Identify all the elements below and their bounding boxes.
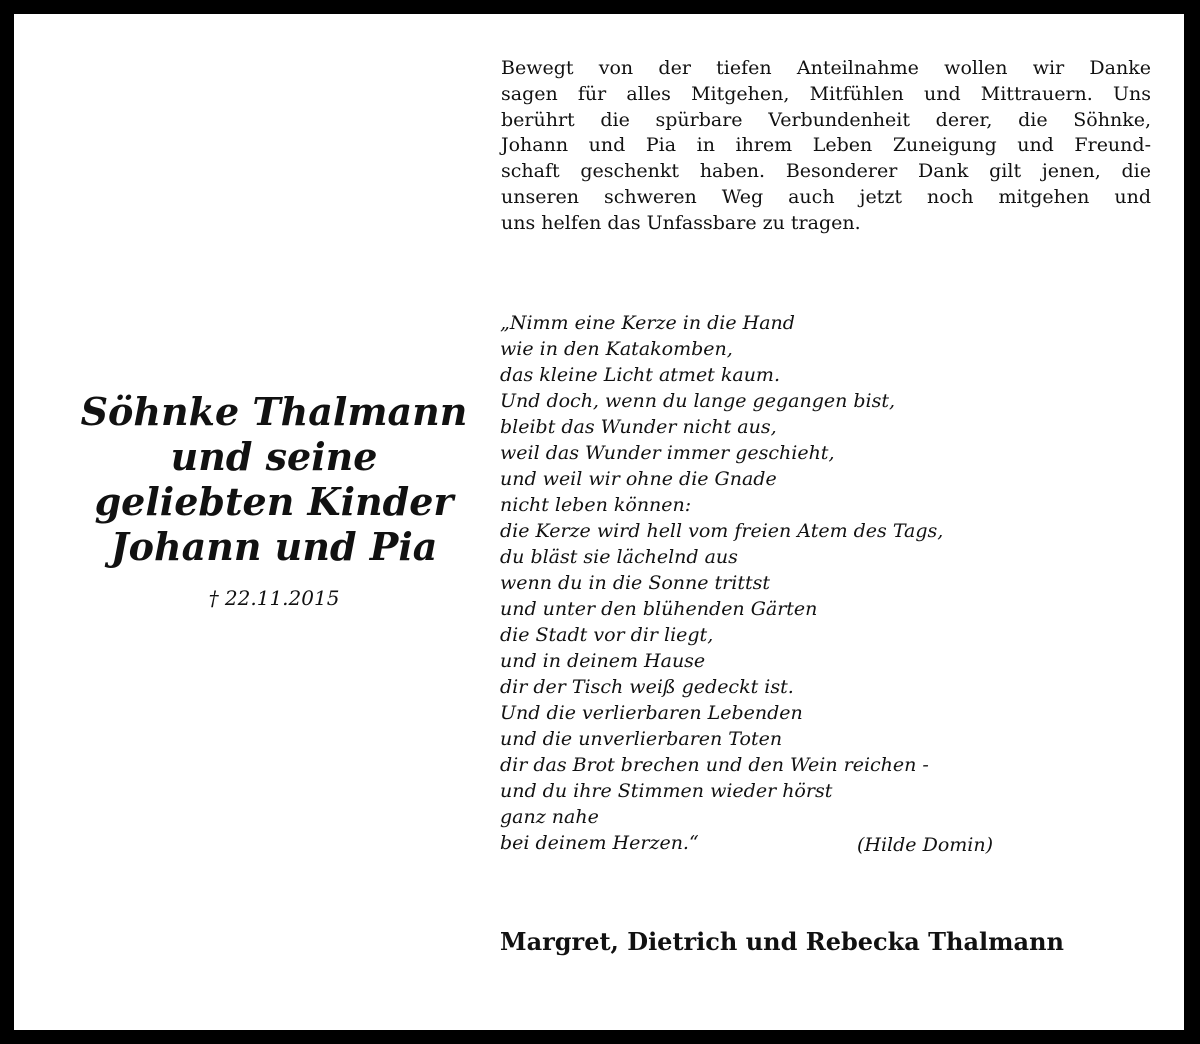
thanks-line: unseren schweren Weg auch jetzt noch mitgehen und — [501, 185, 1151, 208]
poem-line: und du ihre Stimmen wieder hörst — [500, 780, 833, 802]
deceased-names — [74, 389, 474, 569]
family-signature: Margret, Dietrich und Rebecka Thalmann — [500, 927, 1064, 956]
poem-line: ganz nahe — [500, 806, 599, 828]
deceased-name-line: geliebten Kinder — [94, 479, 454, 524]
poem-line: wenn du in die Sonne trittst — [500, 572, 770, 594]
poem-line: und unter den blühenden Gärten — [500, 598, 818, 620]
thanks-line: uns helfen das Unfassbare zu tragen. — [501, 211, 861, 234]
poem-line: nicht leben können: — [500, 494, 692, 516]
death-date: † 22.11.2015 — [208, 586, 340, 610]
poem-attribution: (Hilde Domin) — [857, 834, 993, 856]
poem-line: das kleine Licht atmet kaum. — [500, 364, 780, 386]
poem-line: dir das Brot brechen und den Wein reichen - — [500, 754, 929, 776]
deceased-name-line: Söhnke Thalmann — [80, 389, 468, 434]
poem-line: bleibt das Wunder nicht aus, — [500, 416, 777, 438]
poem-line: wie in den Katakomben, — [500, 338, 733, 360]
poem — [500, 310, 1060, 856]
poem-line: und die unverlierbaren Toten — [500, 728, 783, 750]
thanks-paragraph — [501, 56, 1151, 237]
poem-line: dir der Tisch weiß gedeckt ist. — [500, 676, 794, 698]
obituary-notice — [14, 14, 1184, 1030]
poem-line: bei deinem Herzen.“ — [500, 832, 699, 854]
poem-line: du bläst sie lächelnd aus — [500, 546, 738, 568]
deceased-name-line: Johann und Pia — [110, 524, 438, 569]
deceased-name-line: und seine — [170, 434, 378, 479]
poem-line: „Nimm eine Kerze in die Hand — [500, 312, 795, 334]
poem-line: weil das Wunder immer geschieht, — [500, 442, 835, 464]
poem-line: und in deinem Hause — [500, 650, 706, 672]
poem-line: Und doch, wenn du lange gegangen bist, — [500, 390, 896, 412]
poem-line: die Kerze wird hell vom freien Atem des Tags, — [500, 520, 944, 542]
thanks-line: sagen für alles Mitgehen, Mitfühlen und Mittrauern. Uns — [501, 82, 1151, 105]
thanks-line: Bewegt von der tiefen Anteilnahme wollen wir Danke — [501, 57, 1151, 79]
poem-line: Und die verlierbaren Lebenden — [500, 702, 803, 724]
thanks-line: schaft geschenkt haben. Besonderer Dank gilt jenen, die — [501, 160, 1151, 183]
thanks-line: Johann und Pia in ihrem Leben Zuneigung und Freund- — [501, 134, 1151, 157]
thanks-line: berührt die spürbare Verbundenheit derer, die Söhnke, — [501, 108, 1151, 131]
poem-line: und weil wir ohne die Gnade — [500, 468, 777, 490]
poem-line: die Stadt vor dir liegt, — [500, 624, 714, 646]
